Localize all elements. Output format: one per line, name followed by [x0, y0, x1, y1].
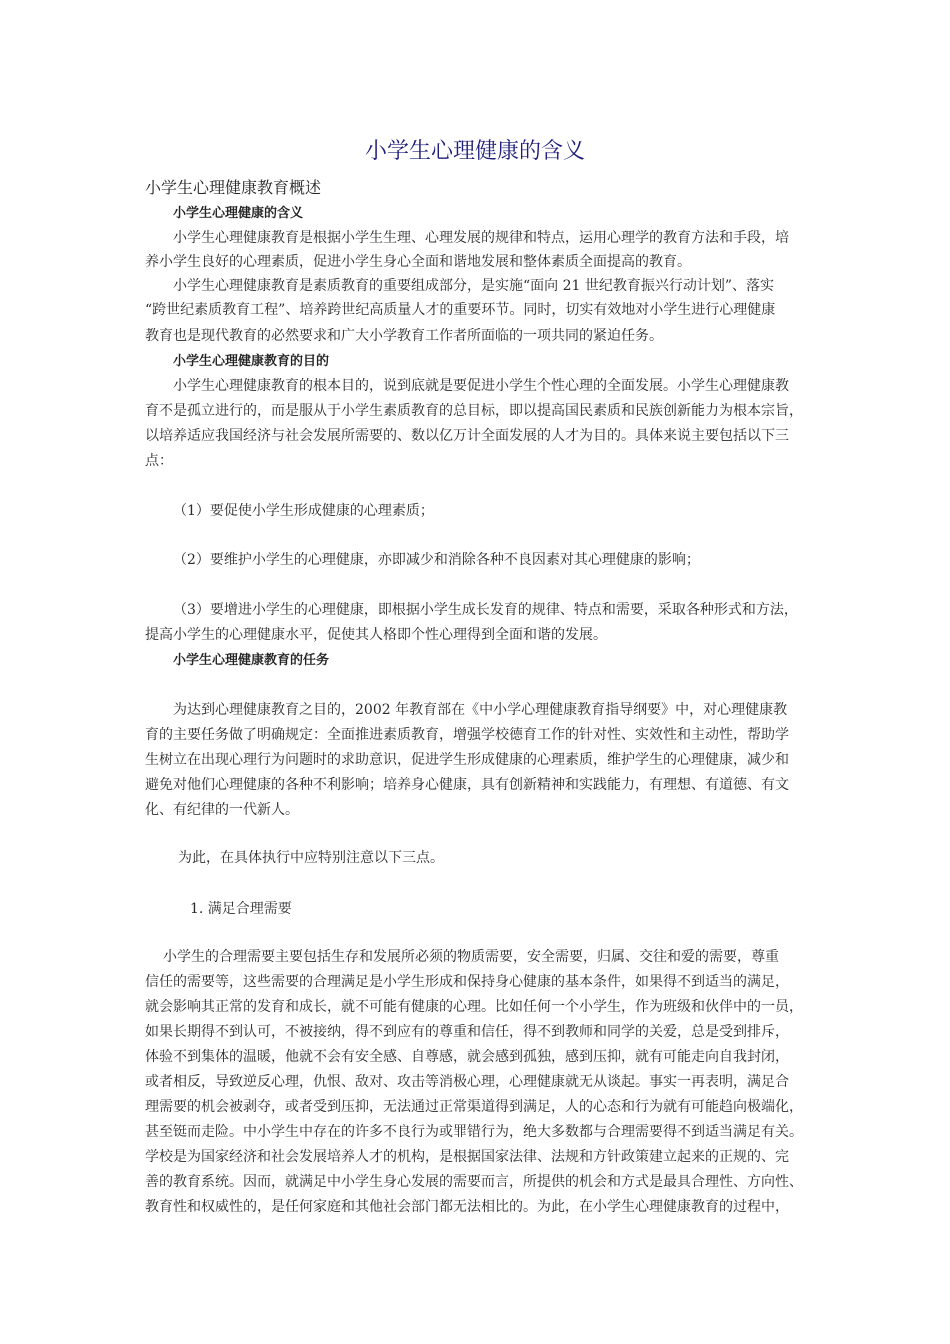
list-item-continued: 提高小学生的心理健康水平，促使其人格即个性心理得到全面和谐的发展。 — [145, 627, 607, 643]
paragraph-line: 化、有纪律的一代新人。 — [145, 802, 299, 818]
paragraph-line: “跨世纪素质教育工程”、培养跨世纪高质量人才的重要环节。同时，切实有效地对小学生进行心理健康 — [145, 302, 776, 318]
paragraph-line: 甚至铤而走险。中小学生中存在的许多不良行为或罪错行为，绝大多数都与合理需要得不到适当满足有关。 — [145, 1124, 803, 1140]
document-title: 小学生心理健康的含义 — [364, 139, 585, 164]
numbered-heading: 1. 满足合理需要 — [190, 901, 292, 917]
paragraph-line: 就会影响其正常的发育和成长，就不可能有健康的心理。比如任何一个小学生，作为班级和伙伴中的一员， — [145, 999, 803, 1015]
paragraph-line: 育的主要任务做了明确规定：全面推进素质教育，增强学校德育工作的针对性、实效性和主动性，帮助学 — [145, 727, 789, 743]
paragraph-line: 小学生的合理需要主要包括生存和发展所必须的物质需要，安全需要，归属、交往和爱的需要，尊重 — [163, 949, 779, 965]
paragraph-line: 养小学生良好的心理素质，促进小学生身心全面和谐地发展和整体素质全面提高的教育。 — [145, 254, 691, 270]
paragraph-line: 或者相反，导致逆反心理，仇恨、敌对、攻击等消极心理，心理健康就无从谈起。事实一再表明，满足合 — [145, 1074, 789, 1090]
paragraph-line: 以培养适应我国经济与社会发展所需要的、数以亿万计全面发展的人才为目的。具体来说主要包括以下三 — [145, 428, 789, 444]
paragraph-line: 小学生心理健康教育的根本目的，说到底就是要促进小学生个性心理的全面发展。小学生心理健康教 — [173, 378, 789, 394]
paragraph-line: 生树立在出现心理行为问题时的求助意识，促进学生形成健康的心理素质，维护学生的心理健康，减少和 — [145, 752, 789, 768]
paragraph-line: 小学生心理健康教育是根据小学生生理、心理发展的规律和特点，运用心理学的教育方法和手段，培 — [173, 230, 789, 246]
list-item: （2）要维护小学生的心理健康，亦即减少和消除各种不良因素对其心理健康的影响； — [173, 552, 700, 568]
paragraph-line: 小学生心理健康教育是素质教育的重要组成部分，是实施“面向 21 世纪教育振兴行动计划”、落实 — [173, 278, 775, 294]
paragraph-line: 育不是孤立进行的，而是服从于小学生素质教育的总目标，即以提高国民素质和民族创新能力为根本宗旨， — [145, 403, 803, 419]
paragraph-line: 学校是为国家经济和社会发展培养人才的机构，是根据国家法律、法规和方针政策建立起来的正规的、完 — [145, 1149, 789, 1165]
section-heading: 小学生心理健康教育概述 — [145, 178, 322, 197]
paragraph-line: 如果长期得不到认可，不被接纳，得不到应有的尊重和信任，得不到教师和同学的关爱，总是受到排斥， — [145, 1024, 789, 1040]
paragraph-line: 理需要的机会被剥夺，或者受到压抑，无法通过正常渠道得到满足，人的心态和行为就有可能趋向极端化， — [145, 1099, 803, 1115]
list-item: （3）要增进小学生的心理健康，即根据小学生成长发育的规律、特点和需要，采取各种形式和方法， — [173, 602, 798, 618]
list-item: （1）要促使小学生形成健康的心理素质； — [173, 503, 434, 519]
paragraph-line: 信任的需要等，这些需要的合理满足是小学生形成和保持身心健康的基本条件，如果得不到适当的满足， — [145, 974, 789, 990]
paragraph-line: 避免对他们心理健康的各种不利影响；培养身心健康，具有创新精神和实践能力，有理想、有道德、有文 — [145, 777, 789, 793]
subheading-tasks: 小学生心理健康教育的任务 — [173, 653, 330, 668]
subheading-meaning: 小学生心理健康的含义 — [173, 206, 304, 221]
paragraph-line: 教育也是现代教育的必然要求和广大小学教育工作者所面临的一项共同的紧迫任务。 — [145, 328, 663, 344]
subheading-purpose: 小学生心理健康教育的目的 — [173, 354, 330, 369]
paragraph-line: 善的教育系统。因而，就满足中小学生身心发展的需要而言，所提供的机会和方式是最具合理性、方向性、 — [145, 1174, 803, 1190]
paragraph-line: 体验不到集体的温暖，他就不会有安全感、自尊感，就会感到孤独，感到压抑，就有可能走向自我封闭， — [145, 1049, 789, 1065]
paragraph-line: 点： — [145, 453, 173, 469]
paragraph-line: 为达到心理健康教育之目的，2002 年教育部在《中小学心理健康教育指导纲要》中，对心理健康教 — [173, 702, 788, 718]
paragraph-line: 为此，在具体执行中应特别注意以下三点。 — [178, 850, 444, 866]
paragraph-line: 教育性和权威性的，是任何家庭和其他社会部门都无法相比的。为此，在小学生心理健康教育的过程中， — [145, 1199, 789, 1215]
